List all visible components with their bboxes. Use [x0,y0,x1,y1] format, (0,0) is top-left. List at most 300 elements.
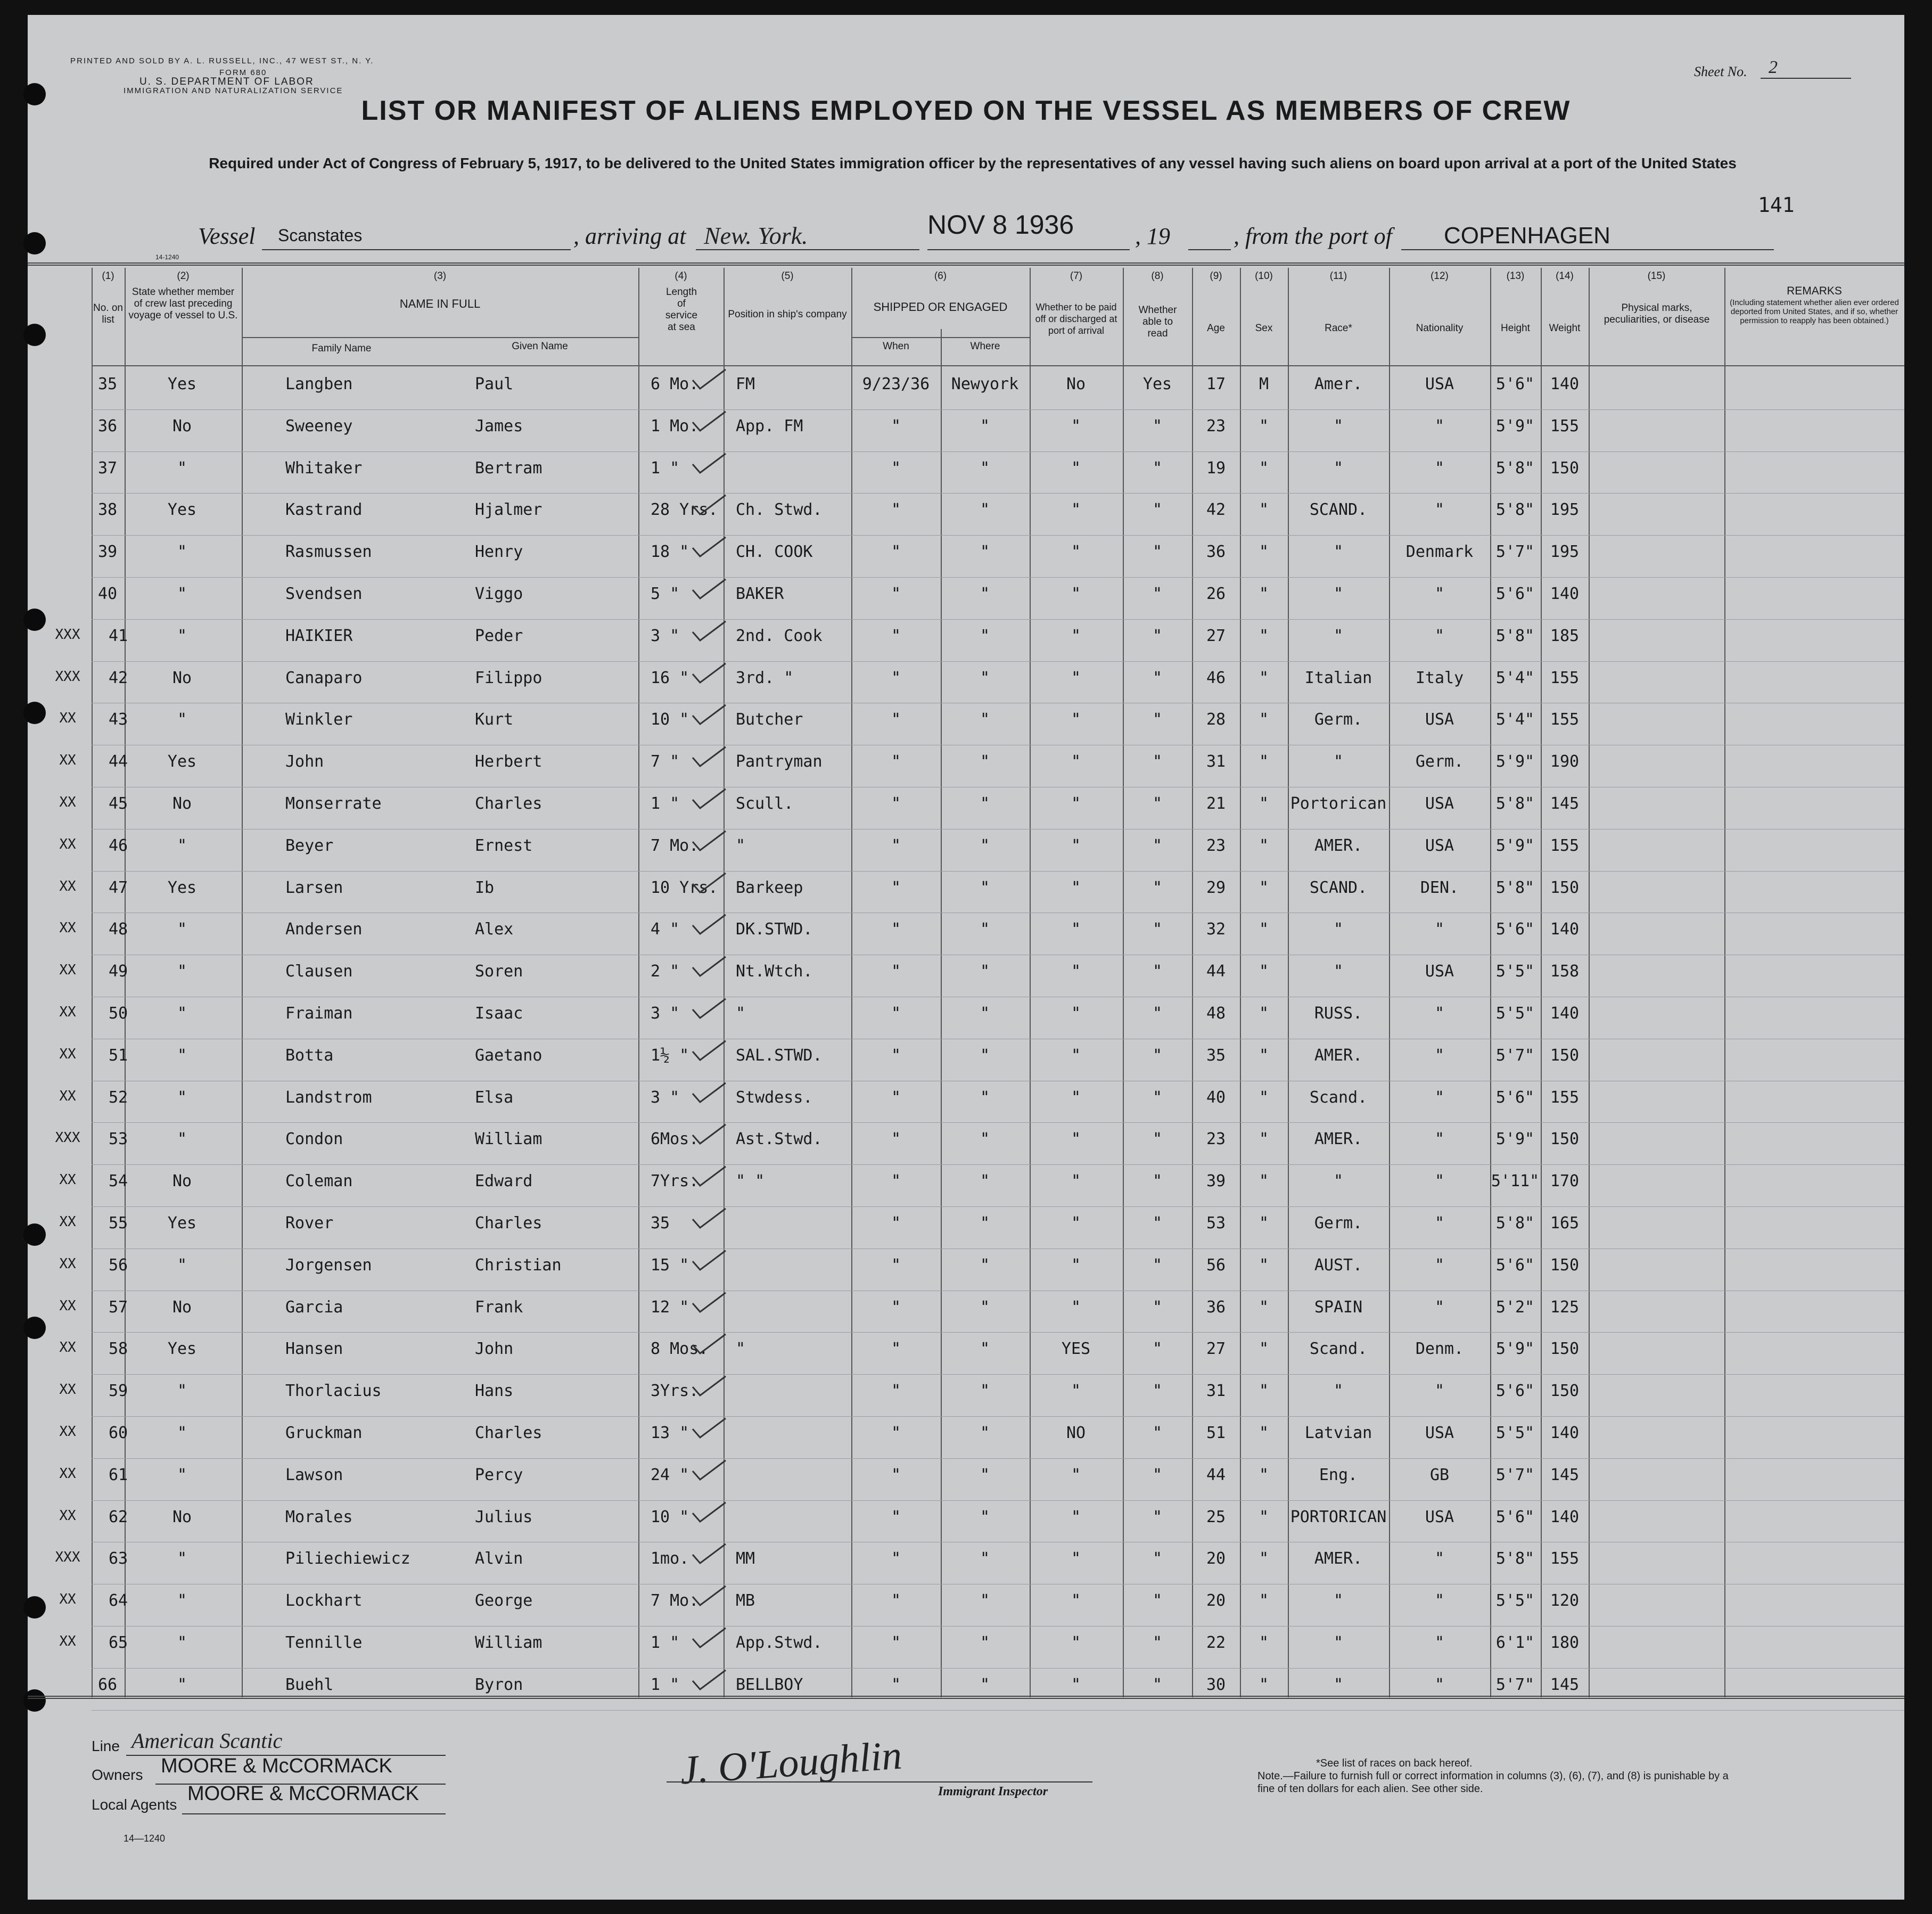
crew-mark: XX [59,1172,76,1188]
able-to-read: " [1152,1340,1163,1359]
given-name: Ernest [475,836,533,855]
col-6-where: Where [970,341,1000,352]
paid-off: " [1071,1255,1081,1275]
paid-off: " [1071,836,1081,855]
race: SCAND. [1309,878,1368,897]
inspector-signature: J. O'Loughlin [678,1732,903,1793]
able-to-read: " [1152,920,1163,939]
paid-off: " [1071,1297,1081,1317]
weight: 195 [1550,543,1580,562]
paid-off: " [1071,1004,1081,1023]
line-label: Line [92,1738,120,1754]
ship-position: Pantryman [736,752,823,771]
service-length: 5 " [651,585,680,603]
paid-off: " [1071,626,1081,645]
sex: " [1259,1255,1269,1275]
shipped-where: " [980,1633,990,1652]
weight: 150 [1550,1382,1580,1401]
shipped-where: " [980,1004,990,1023]
able-to-read: " [1152,1507,1163,1526]
paid-off: " [1071,668,1081,687]
paid-off: " [1071,416,1081,436]
shipped-when: " [891,1046,901,1065]
race: " [1333,962,1344,981]
given-name: Julius [475,1507,533,1526]
sex: " [1259,962,1269,981]
service-length: 3 " [651,1088,680,1107]
able-to-read: " [1152,1382,1163,1401]
shipped-when: " [891,585,901,603]
sex: " [1259,1340,1269,1359]
row-divider [92,661,1904,662]
year-label: , 19 [1135,223,1170,249]
family-name: Thorlacius [285,1382,382,1401]
sex: M [1259,375,1269,393]
ship-position: 2nd. Cook [736,626,823,645]
shipped-when: " [891,1549,901,1568]
shipped-where: " [980,1046,990,1065]
paid-off: " [1071,1172,1081,1191]
shipped-when: " [891,1214,901,1233]
height: 5'4" [1495,668,1535,687]
race: Latvian [1304,1424,1372,1442]
height: 5'5" [1495,1004,1535,1023]
punch-hole [23,702,46,724]
weight: 140 [1550,585,1580,603]
check-mark-icon [690,578,728,599]
prior-voyage: Yes [167,1214,197,1233]
prior-voyage: No [172,1297,192,1317]
height: 5'5" [1495,962,1535,981]
service-length: 2 " [651,962,680,981]
race: RUSS. [1314,1004,1363,1023]
given-name: Frank [475,1297,523,1317]
paid-off: " [1071,500,1081,520]
check-mark-icon [690,788,728,809]
crew-mark: XX [59,1424,76,1440]
arriving-underline [696,249,919,250]
prior-voyage: " [177,543,187,562]
weight: 145 [1550,1465,1580,1484]
age: 20 [1206,1591,1226,1611]
service-length: 7Yrs. [651,1172,699,1191]
col-3-label: NAME IN FULL [399,297,481,310]
prior-voyage: " [177,1130,187,1149]
sex: " [1259,458,1269,478]
given-name: John [475,1340,514,1359]
race: " [1333,920,1344,939]
able-to-read: " [1152,500,1163,520]
header-rule [28,262,1904,266]
row-number: 48 [108,920,128,939]
check-mark-icon [690,536,728,557]
shipped-where: " [980,920,990,939]
age: 48 [1206,1004,1226,1023]
age: 30 [1206,1675,1226,1694]
age: 22 [1206,1633,1226,1652]
shipped-when: " [891,1382,901,1401]
race: Eng. [1319,1465,1358,1484]
given-name: Hjalmer [475,500,542,520]
family-name: Morales [285,1507,353,1526]
service-length: 28 Yrs. [651,500,718,520]
nationality: GB [1429,1465,1450,1484]
shipped-when: " [891,1465,901,1484]
row-divider [92,1458,1904,1459]
paid-off: " [1071,1633,1081,1652]
sex: " [1259,1549,1269,1568]
paid-off: " [1071,458,1081,478]
shipped-when: " [891,1172,901,1191]
race: " [1333,1633,1344,1652]
given-name: Isaac [475,1004,523,1023]
sex: " [1259,1675,1269,1694]
races-note: *See list of races on back hereof. [1316,1757,1473,1769]
punch-hole [23,324,46,346]
check-mark-icon [690,872,728,893]
service-length: 6 Mo. [651,375,699,393]
ship-position: Nt.Wtch. [736,962,813,981]
shipped-where: " [980,1340,990,1359]
service-length: 3 " [651,626,680,645]
service-length: 10 " [651,710,689,729]
family-name: Gruckman [285,1424,363,1442]
race: Germ. [1314,710,1363,729]
ship-position: CH. COOK [736,543,813,562]
height: 5'7" [1495,1675,1535,1694]
column-divider [638,268,639,1697]
row-divider [92,1374,1904,1375]
manifest-sheet [28,15,1904,1900]
race: " [1333,458,1344,478]
crew-mark: XX [59,1340,76,1356]
height: 5'7" [1495,1465,1535,1484]
crew-mark: XX [59,920,76,937]
col-9-number: (9) [1210,270,1222,282]
row-number: 45 [108,794,128,813]
punch-hole [23,232,46,254]
height: 5'8" [1495,794,1535,813]
service-length: 7 Mo. [651,1591,699,1611]
row-number: 60 [108,1424,128,1442]
sex: " [1259,1465,1269,1484]
able-to-read: " [1152,458,1163,478]
given-name: Herbert [475,752,542,771]
check-mark-icon [690,1082,728,1103]
form-number: FORM 680 [219,68,267,77]
agents-underline [182,1813,446,1814]
row-divider [92,1122,1904,1123]
height: 5'4" [1495,710,1535,729]
nationality: " [1434,1130,1445,1149]
race: " [1333,585,1344,603]
nationality: USA [1425,794,1454,813]
ship-position: DK.STWD. [736,920,813,939]
check-mark-icon [690,1123,728,1145]
family-name: Kastrand [285,500,363,520]
family-name: Condon [285,1130,343,1149]
nationality: " [1434,416,1445,436]
crew-mark: XX [59,1088,76,1104]
shipped-where: " [980,543,990,562]
given-name: Alvin [475,1549,523,1568]
shipped-when: " [891,920,901,939]
service-length: 15 " [651,1255,689,1275]
service-length: 8 Mos. [651,1340,709,1359]
family-name: Rover [285,1214,334,1233]
owners-value: MOORE & McCORMACK [161,1755,392,1777]
height: 5'6" [1495,1255,1535,1275]
sex: " [1259,1633,1269,1652]
punch-hole [23,1596,46,1619]
age: 32 [1206,920,1226,939]
shipped-where: " [980,1297,990,1317]
row-number: 38 [97,500,118,520]
weight: 165 [1550,1214,1580,1233]
prior-voyage: " [177,962,187,981]
date-underline [927,249,1130,250]
family-name: John [285,752,324,771]
given-name: George [475,1591,533,1611]
sex: " [1259,920,1269,939]
sex: " [1259,710,1269,729]
age: 26 [1206,585,1226,603]
row-number: 50 [108,1004,128,1023]
sex: " [1259,1214,1269,1233]
service-length: 7 " [651,752,680,771]
sex: " [1259,1088,1269,1107]
family-name: Svendsen [285,585,363,603]
shipped-where: " [980,626,990,645]
ship-position: " [736,1004,746,1023]
given-name: Charles [475,1214,542,1233]
age: 46 [1206,668,1226,687]
sex: " [1259,1046,1269,1065]
age: 23 [1206,416,1226,436]
service-length: 16 " [651,668,689,687]
family-name: Winkler [285,710,353,729]
punch-hole [23,1317,46,1339]
given-name: Ib [475,878,495,897]
nationality: USA [1425,1507,1454,1526]
shipped-where: " [980,1088,990,1107]
row-number: 59 [108,1382,128,1401]
col-13-number: (13) [1506,270,1525,282]
nationality: " [1434,1046,1445,1065]
paid-off: " [1071,1046,1081,1065]
service-length: 6Mos. [651,1130,699,1149]
shipped-where: " [980,878,990,897]
vessel-underline [262,249,571,250]
row-number: 65 [108,1633,128,1652]
row-divider [92,1332,1904,1333]
col-16-label: REMARKS [1787,285,1842,297]
weight: 195 [1550,500,1580,520]
paid-off: " [1071,1507,1081,1526]
able-to-read: " [1152,1255,1163,1275]
able-to-read: " [1152,878,1163,897]
crew-mark: XX [59,1507,76,1524]
able-to-read: " [1152,962,1163,981]
page-number: 141 [1758,193,1795,217]
nationality: " [1434,1633,1445,1652]
height: 5'7" [1495,1046,1535,1065]
manifest-title: LIST OR MANIFEST OF ALIENS EMPLOYED ON THE VESSEL AS MEMBERS OF CREW [361,95,1571,126]
race: AMER. [1314,1130,1363,1149]
nationality: Denm. [1415,1340,1464,1359]
weight: 125 [1550,1297,1580,1317]
weight: 140 [1550,375,1580,393]
nationality: " [1434,1172,1445,1191]
paid-off: " [1071,1088,1081,1107]
age: 28 [1206,710,1226,729]
height: 5'9" [1495,416,1535,436]
sex: " [1259,1130,1269,1149]
age: 51 [1206,1424,1226,1442]
family-name: Rasmussen [285,543,372,562]
row-divider [92,871,1904,872]
weight: 155 [1550,710,1580,729]
prior-voyage: Yes [167,1340,197,1359]
crew-mark: XX [59,1255,76,1272]
age: 25 [1206,1507,1226,1526]
height: 5'5" [1495,1424,1535,1442]
shipped-when: " [891,836,901,855]
service-length: 4 " [651,920,680,939]
ship-position: 3rd. " [736,668,794,687]
age: 17 [1206,375,1226,393]
race: " [1333,416,1344,436]
ship-position: FM [736,375,755,393]
paid-off: " [1071,1465,1081,1484]
weight: 150 [1550,1046,1580,1065]
height: 5'9" [1495,836,1535,855]
family-name: Beyer [285,836,334,855]
weight: 150 [1550,878,1580,897]
row-number: 62 [108,1507,128,1526]
nationality: USA [1425,710,1454,729]
given-name: Byron [475,1675,523,1694]
race: AMER. [1314,836,1363,855]
ship-position: MM [736,1549,755,1568]
ship-position: MB [736,1591,755,1611]
row-number: 57 [108,1297,128,1317]
given-name: Christian [475,1255,562,1275]
col-5-label: Position in ship's company [728,309,847,320]
prior-voyage: " [177,1465,187,1484]
given-name: Charles [475,794,542,813]
weight: 170 [1550,1172,1580,1191]
height: 5'9" [1495,1130,1535,1149]
prior-voyage: " [177,920,187,939]
row-number: 64 [108,1591,128,1611]
penalty-note: Note.—Failure to furnish full or correct information in columns (3), (6), (7), and (8) is punishable by a fine of ten dollars for each alien. See other side. [1257,1770,1729,1795]
sheet-number: 2 [1769,57,1778,77]
col-8-number: (8) [1151,270,1164,282]
age: 39 [1206,1172,1226,1191]
paid-off: YES [1061,1340,1091,1359]
height: 5'8" [1495,458,1535,478]
sex: " [1259,543,1269,562]
given-name: Gaetano [475,1046,542,1065]
check-mark-icon [690,704,728,725]
service-length: 35 [651,1214,670,1233]
col-4-label: Length of service at sea [665,286,698,333]
family-name: Coleman [285,1172,353,1191]
col-9-label: Age [1207,323,1225,334]
given-name: Henry [475,543,523,562]
sex: " [1259,626,1269,645]
paid-off: " [1071,752,1081,771]
shipped-where: " [980,836,990,855]
able-to-read: " [1152,710,1163,729]
given-name: Peder [475,626,523,645]
race: " [1333,1172,1344,1191]
given-name: Edward [475,1172,533,1191]
prior-voyage: Yes [167,752,197,771]
year-underline [1188,249,1231,250]
nationality: Germ. [1415,752,1464,771]
ship-position: App. FM [736,416,803,436]
service-length: 1½ " [651,1046,689,1065]
prior-voyage: " [177,1255,187,1275]
able-to-read: " [1152,1633,1163,1652]
able-to-read: " [1152,1465,1163,1484]
weight: 190 [1550,752,1580,771]
height: 5'8" [1495,1214,1535,1233]
able-to-read: " [1152,1172,1163,1191]
prior-voyage: No [172,668,192,687]
check-mark-icon [690,1459,728,1481]
race: PORTORICAN [1290,1507,1387,1526]
age: 31 [1206,1382,1226,1401]
arriving-label: , arriving at [573,223,686,249]
nationality: " [1434,1382,1445,1401]
race: Amer. [1314,375,1363,393]
row-divider [92,493,1904,494]
check-mark-icon [690,1585,728,1606]
weight: 155 [1550,416,1580,436]
row-number: 42 [108,668,128,687]
shipped-where: " [980,1675,990,1694]
race: Italian [1304,668,1372,687]
row-number: 54 [108,1172,128,1191]
row-divider [92,619,1904,620]
prior-voyage: No [172,1507,192,1526]
prior-voyage: " [177,1004,187,1023]
shipped-when: " [891,1004,901,1023]
family-name: Botta [285,1046,334,1065]
nationality: " [1434,1214,1445,1233]
prior-voyage: " [177,1382,187,1401]
col-12-number: (12) [1430,270,1449,282]
check-mark-icon [690,1165,728,1187]
race: SCAND. [1309,500,1368,520]
ship-position: " [736,1340,746,1359]
able-to-read: " [1152,1549,1163,1568]
column-divider [724,268,725,1697]
nationality: USA [1425,375,1454,393]
check-mark-icon [690,453,728,474]
agents-value: MOORE & McCORMACK [187,1782,419,1805]
paid-off: " [1071,1214,1081,1233]
service-length: 1 " [651,458,680,478]
nationality: Italy [1415,668,1464,687]
col-3-given: Given Name [512,341,568,352]
row-number: 40 [97,585,118,603]
col-11-number: (11) [1329,270,1347,282]
col-10-label: Sex [1255,323,1273,334]
